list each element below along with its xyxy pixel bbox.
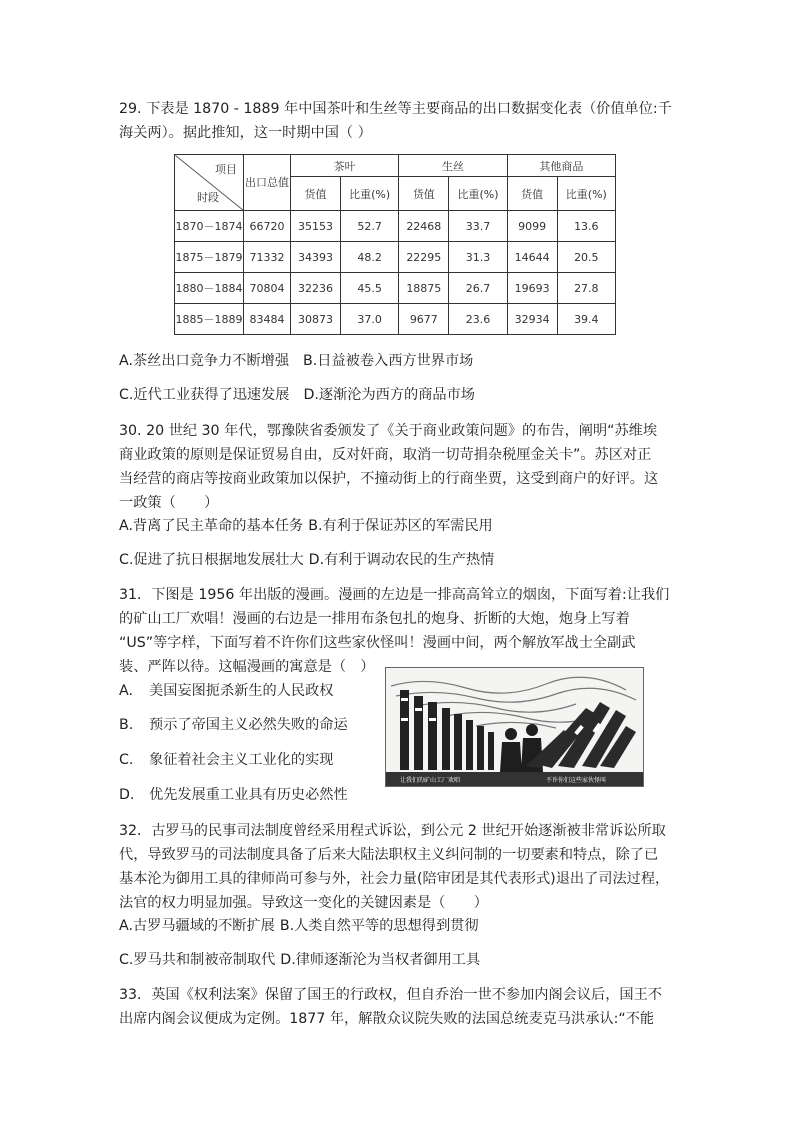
q31-stem-line: 装、严阵以待。这幅漫画的寓意是（ ）	[119, 659, 375, 675]
q29-options-row	[119, 350, 473, 372]
table-cell: 19693	[507, 273, 557, 304]
q32-options-row	[119, 949, 480, 971]
q30-stem-line: 当经营的商店等按商业政策加以保护，不撞动街上的行商坐贾，这受到商户的好评。这	[119, 471, 659, 487]
option-a[interactable]: A.背离了民主革命的基本任务	[119, 518, 304, 534]
sub-header-value: 货值	[507, 177, 557, 211]
period-cell: 1875－1879	[175, 242, 244, 273]
sub-header-value: 货值	[291, 177, 341, 211]
option-letter: B.	[119, 717, 134, 733]
table-row	[175, 242, 616, 273]
period-cell: 1880－1884	[175, 273, 244, 304]
option-a[interactable]: A.古罗马疆域的不断扩展	[119, 918, 275, 934]
q33-stem	[119, 983, 679, 1031]
corner-bottom-label: 时段	[197, 191, 219, 204]
table-cell: 9677	[399, 304, 449, 335]
table-cell: 33.7	[449, 211, 507, 242]
table-cell: 32934	[507, 304, 557, 335]
q32-stem-line: 代，导致罗马的司法制度具备了后来大陆法职权主义纠问制的一切要素和特点，除了已	[119, 847, 659, 863]
option-d[interactable]: D.有利于调动农民的生产热情	[308, 552, 495, 568]
q31-option-a[interactable]	[119, 680, 333, 700]
group-header-other: 其他商品	[507, 155, 615, 177]
q30-stem-line: 30. 20 世纪 30 年代，鄂豫陕省委颁发了《关于商业政策问题》的布告，阐明“苏维埃	[119, 423, 658, 439]
option-c[interactable]: C.促进了抗日根据地发展壮大	[119, 552, 304, 568]
q29-stem-line: 29. 下表是 1870 - 1889 年中国茶叶和生丝等主要商品的出口数据变化表（价值单位:千	[119, 101, 672, 117]
table-cell: 48.2	[340, 242, 398, 273]
total-header: 出口总值	[244, 155, 291, 211]
table-cell: 26.7	[449, 273, 507, 304]
export-table	[174, 154, 616, 335]
option-c[interactable]: C.近代工业获得了迅速发展	[119, 387, 290, 403]
option-letter: C.	[119, 752, 134, 768]
sub-header-share: 比重(%)	[449, 177, 507, 211]
option-b[interactable]: B.有利于保证苏区的军需民用	[308, 518, 493, 534]
table-cell: 66720	[244, 211, 291, 242]
option-text: 象征着社会主义工业化的实现	[149, 752, 334, 768]
q30-stem	[119, 419, 679, 515]
option-text: 美国妄图扼杀新生的人民政权	[149, 683, 334, 699]
q33-stem-line: 出席内阁会议便成为定例。1877 年，解散众议院失败的法国总统麦克马洪承认:“不能	[119, 1011, 655, 1027]
cartoon-right-caption: 不许你们这些家伙怪叫	[546, 777, 607, 784]
table-cell: 34393	[291, 242, 341, 273]
q31-stem-line: 的矿山工厂欢唱！漫画的右边是一排用布条包扎的炮身、折断的大炮，炮身上写着	[119, 611, 630, 627]
option-a[interactable]: A.茶丝出口竞争力不断增强	[119, 353, 290, 369]
option-letter: D.	[119, 787, 135, 803]
option-b[interactable]: B.日益被卷入西方世界市场	[303, 353, 474, 369]
table-cell: 14644	[507, 242, 557, 273]
option-text: 优先发展重工业具有历史必然性	[149, 787, 348, 803]
sub-header-share: 比重(%)	[340, 177, 398, 211]
q31-stem-line: “US”等字样，下面写着不许你们这些家伙怪叫！漫画中间，两个解放军战士全副武	[119, 635, 636, 651]
option-b[interactable]: B.人类自然平等的思想得到贯彻	[279, 918, 479, 934]
q32-options-row	[119, 915, 479, 937]
table-cell: 35153	[291, 211, 341, 242]
table-row	[175, 304, 616, 335]
q31-stem	[119, 583, 679, 679]
q30-options-row	[119, 515, 493, 537]
table-cell: 37.0	[340, 304, 398, 335]
cartoon-left-caption: 让我们的矿山工厂欢唱	[400, 777, 461, 784]
q29-stem-line: 海关两）。据此推知，这一时期中国（ ）	[119, 125, 372, 141]
table-cell: 45.5	[340, 273, 398, 304]
option-d[interactable]: D.律师逐渐沦为当权者御用工具	[280, 952, 481, 968]
cartoon-image	[385, 667, 644, 787]
table-cell: 20.5	[557, 242, 615, 273]
q31-option-c[interactable]	[119, 749, 333, 769]
table-cell: 39.4	[557, 304, 615, 335]
corner-top-label: 项目	[215, 163, 237, 176]
table-corner-cell	[175, 155, 244, 211]
table-cell: 83484	[244, 304, 291, 335]
option-text: 预示了帝国主义必然失败的命运	[149, 717, 348, 733]
q31-option-b[interactable]	[119, 714, 348, 734]
table-cell: 22295	[399, 242, 449, 273]
period-cell: 1885－1889	[175, 304, 244, 335]
option-d[interactable]: D.逐渐沦为西方的商品市场	[303, 387, 475, 403]
table-cell: 71332	[244, 242, 291, 273]
q33-stem-line: 33．英国《权利法案》保留了国王的行政权，但自乔治一世不参加内阁会议后，国王不	[119, 987, 662, 1003]
q31-stem-line: 31．下图是 1956 年出版的漫画。漫画的左边是一排高高耸立的烟囱，下面写着:让我们	[119, 587, 670, 603]
q32-stem-line: 基本沦为御用工具的律师尚可参与外，社会力量(陪审团是其代表形式)退出了司法过程，	[119, 871, 670, 887]
q32-stem-line: 32．古罗马的民事司法制度曾经采用程式诉讼，到公元 2 世纪开始逐渐被非常诉讼所取	[119, 823, 666, 839]
option-letter: A.	[119, 683, 133, 699]
table-cell: 32236	[291, 273, 341, 304]
q31-option-d[interactable]	[119, 784, 348, 804]
table-row	[175, 211, 616, 242]
table-cell: 9099	[507, 211, 557, 242]
q29-options-row	[119, 384, 475, 406]
q32-stem-line: 法官的权力明显加强。导致这一变化的关键因素是（ ）	[119, 895, 488, 911]
q32-stem	[119, 819, 679, 915]
sub-header-share: 比重(%)	[557, 177, 615, 211]
table-row	[175, 273, 616, 304]
group-header-tea: 茶叶	[291, 155, 399, 177]
table-cell: 52.7	[340, 211, 398, 242]
period-cell: 1870－1874	[175, 211, 244, 242]
table-cell: 23.6	[449, 304, 507, 335]
q30-stem-line: 商业政策的原则是保证贸易自由，反对奸商，取消一切苛捐杂税厘金关卡”。苏区对正	[119, 447, 652, 463]
q30-stem-line: 一政策（ ）	[119, 495, 219, 511]
table-cell: 27.8	[557, 273, 615, 304]
table-cell: 31.3	[449, 242, 507, 273]
table-cell: 30873	[291, 304, 341, 335]
table-cell: 70804	[244, 273, 291, 304]
group-header-silk: 生丝	[399, 155, 507, 177]
table-cell: 18875	[399, 273, 449, 304]
table-cell: 22468	[399, 211, 449, 242]
table-cell: 13.6	[557, 211, 615, 242]
q29-stem	[119, 97, 679, 145]
sub-header-value: 货值	[399, 177, 449, 211]
q30-options-row	[119, 549, 494, 571]
option-c[interactable]: C.罗马共和制被帝制取代	[119, 952, 276, 968]
